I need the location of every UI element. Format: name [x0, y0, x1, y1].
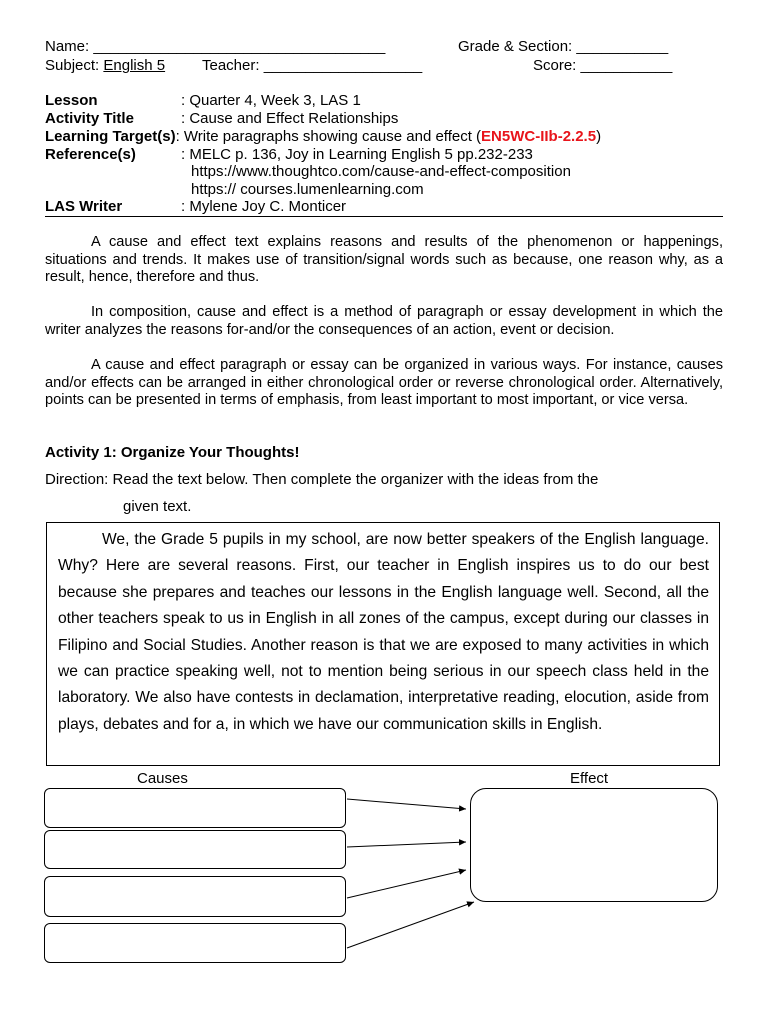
- learning-target-code: EN5WC-IIb-2.2.5: [481, 128, 597, 145]
- lesson-label: Lesson: [45, 92, 98, 109]
- name-label: Name:: [45, 38, 90, 55]
- subject-label: Subject:: [45, 57, 100, 74]
- intro-paragraph-2: In composition, cause and effect is a method of paragraph or essay development in which the writer analyzes the reasons for-and/or the consequences of an action, event or decision.: [45, 304, 723, 338]
- causes-label: Causes: [137, 770, 188, 787]
- activity-title-value: : Cause and Effect Relationships: [181, 110, 399, 127]
- reference-line-1: : MELC p. 136, Joy in Learning English 5 pp.232-233: [181, 146, 533, 163]
- reference-label: Reference(s): [45, 146, 136, 163]
- activity-title-label: Activity Title: [45, 110, 134, 127]
- activity-heading: Activity 1: Organize Your Thoughts!: [45, 444, 300, 461]
- arrow-1: [347, 799, 466, 809]
- grade-blank[interactable]: ___________: [576, 38, 669, 55]
- score-label: Score:: [533, 57, 577, 74]
- arrow-4: [347, 902, 474, 948]
- subject-value: English 5: [103, 57, 166, 74]
- teacher-label: Teacher:: [202, 57, 260, 74]
- effect-label: Effect: [570, 770, 609, 787]
- reference-line-3: https:// courses.lumenlearning.com: [191, 181, 424, 198]
- arrow-3: [347, 870, 466, 898]
- direction-line-1: Direction: Read the text below. Then complete the organizer with the ideas from the: [45, 471, 599, 488]
- las-writer-value: : Mylene Joy C. Monticer: [181, 198, 347, 215]
- reference-line-2: https://www.thoughtco.com/cause-and-effect-composition: [191, 163, 571, 180]
- reading-passage: We, the Grade 5 pupils in my school, are now better speakers of the English language. Why? Here are several reasons. First, our teacher in English inspires us to do our best because she prepares and teaches our lessons in the English language well. Second, all the other teachers speak to us in English in all zones of the campus, except during our classes in Filipino and Social Studies. Another reason is that we are exposed to many activities in which we can practice speaking well, not to mention being serious in our speech class held in the laboratory. We also have contests in declamation, interpretative reading, elocution, aside from plays, debates and for a, in which we have our communication skills in English.: [58, 531, 709, 733]
- learning-target-label: Learning Target(s): [45, 128, 176, 145]
- lesson-value: : Quarter 4, Week 3, LAS 1: [181, 92, 361, 109]
- teacher-blank[interactable]: ___________________: [263, 57, 423, 74]
- learning-target-value: : Write paragraphs showing cause and effect (: [175, 128, 482, 145]
- learning-target-close: ): [596, 128, 602, 145]
- name-blank[interactable]: ___________________________________: [93, 38, 386, 55]
- direction-line-2: given text.: [123, 498, 192, 515]
- grade-label: Grade & Section:: [458, 38, 573, 55]
- intro-paragraph-1: A cause and effect text explains reasons and results of the phenomenon or happenings, situations and trends. It makes use of transition/signal words such as because, one reason why, as a result, hence, therefore and thus.: [45, 234, 723, 285]
- las-writer-label: LAS Writer: [45, 198, 123, 215]
- intro-paragraph-3: A cause and effect paragraph or essay can be organized in various ways. For instance, causes and/or effects can be arranged in either chronological order or reverse chronological order. Alternatively, points can be presented in terms of emphasis, from least important to most important, or vice versa.: [45, 357, 723, 408]
- score-blank[interactable]: ___________: [580, 57, 673, 74]
- arrow-2: [347, 842, 466, 847]
